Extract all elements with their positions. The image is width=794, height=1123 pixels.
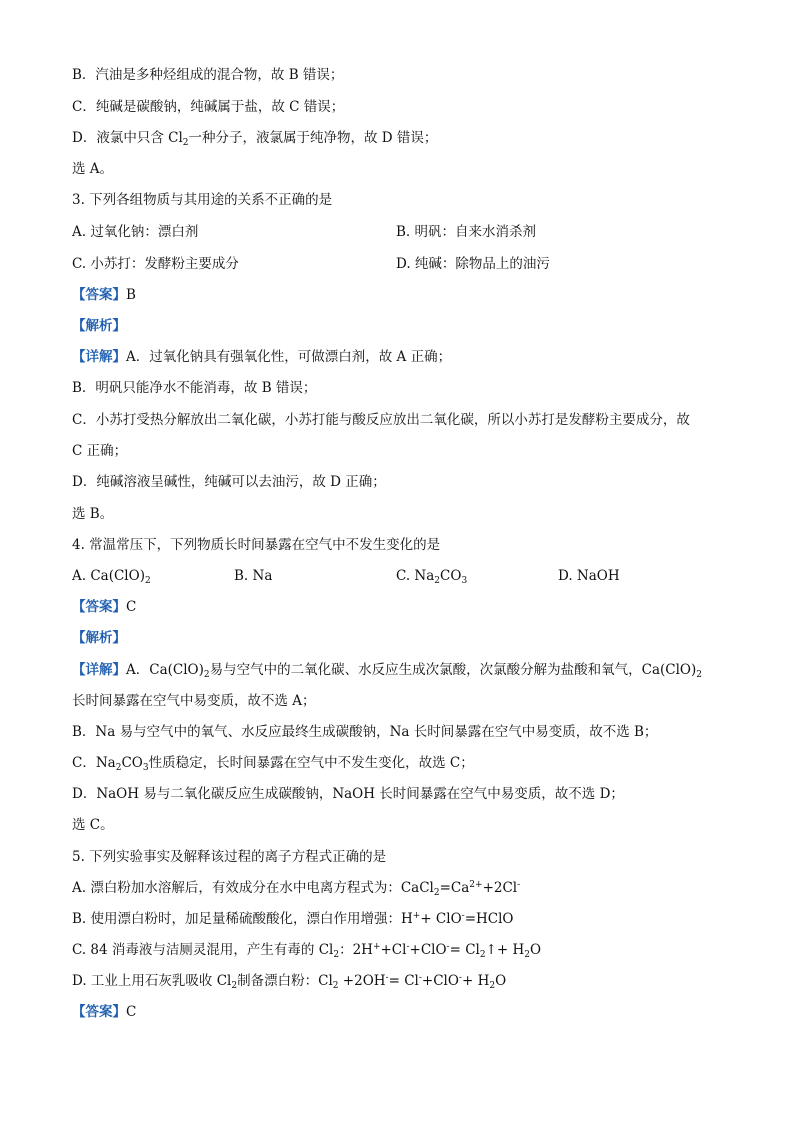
q3-option-d: D. 纯碱：除物品上的油污 xyxy=(396,256,550,272)
q4-stem: 4. 常温常压下，下列物质长时间暴露在空气中不发生变化的是 xyxy=(72,537,441,553)
q4-option-d: D. NaOH xyxy=(558,568,620,584)
q5-option-a: A. 漂白粉加水溶解后，有效成分在水中电离方程式为：$CaCl_2=Ca^{2+}+2Cl^-$ xyxy=(72,880,521,898)
q3-detail-c2: C 正确； xyxy=(72,443,128,459)
q3-option-b: B. 明矾：自来水消杀剂 xyxy=(396,224,537,240)
q4-answer: 【答案】C xyxy=(72,599,137,615)
q3-detail-c1: C．小苏打受热分解放出二氧化碳，小苏打能与酸反应放出二氧化碳，所以小苏打是发酵粉主要成分，故 xyxy=(72,412,690,428)
prev-option-c: C．纯碱是碳酸钠，纯碱属于盐，故 C 错误； xyxy=(72,99,345,115)
q4-detail-b: B．Na 易与空气中的氧气、水反应最终生成碳酸钠，Na 长时间暴露在空气中易变质，故不选 B； xyxy=(72,724,658,740)
q3-stem: 3. 下列各组物质与其用途的关系不正确的是 xyxy=(72,192,333,208)
q5-answer: 【答案】C xyxy=(72,1004,137,1020)
q4-option-c: C. $Na_2CO_3$ xyxy=(396,568,468,586)
q5-option-b: B. 使用漂白粉时，加足量稀硫酸酸化，漂白作用增强：H++ ClO-=HClO xyxy=(72,911,514,927)
prev-conclusion: 选 A。 xyxy=(72,161,114,177)
prev-option-b: B．汽油是多种烃组成的混合物，故 B 错误； xyxy=(72,67,344,83)
q3-conclusion: 选 B。 xyxy=(72,506,114,522)
q5-option-c: C. 84 消毒液与洁厕灵混用，产生有毒的 $Cl_2$：$2H^++Cl^-+ClO^-= Cl_2↑+ H_2O$ xyxy=(72,942,542,960)
q3-detail-d: D．纯碱溶液呈碱性，纯碱可以去油污，故 D 正确； xyxy=(72,474,386,490)
q5-option-d: D. 工业上用石灰乳吸收 $Cl_2$制备漂白粉：$Cl_2 +2OH^-= Cl^-+ClO^-+ H_2O$ xyxy=(72,973,507,991)
q4-detail-c: C．$Na_2CO_3$性质稳定，长时间暴露在空气中不发生变化，故选 C； xyxy=(72,755,474,773)
q4-option-a: A. $Ca(ClO)_2$ xyxy=(72,568,151,586)
q5-stem: 5. 下列实验事实及解释该过程的离子方程式正确的是 xyxy=(72,849,387,865)
q4-detail-d: D．NaOH 易与二氧化碳反应生成碳酸钠，NaOH 长时间暴露在空气中易变质，故不选 D； xyxy=(72,786,624,802)
q3-detail-a: 【详解】A．过氧化钠具有强氧化性，可做漂白剂，故 A 正确； xyxy=(72,349,452,365)
q3-detail-b: B．明矾只能净水不能消毒，故 B 错误； xyxy=(72,380,317,396)
q4-conclusion: 选 C。 xyxy=(72,817,114,833)
q3-answer: 【答案】B xyxy=(72,287,136,303)
q3-analysis-tag: 【解析】 xyxy=(72,318,126,334)
q3-option-a: A. 过氧化钠：漂白剂 xyxy=(72,224,199,240)
q4-option-b: B. Na xyxy=(234,568,273,584)
q4-detail-a2: 长时间暴露在空气中易变质，故不选 A； xyxy=(72,693,316,709)
q4-analysis-tag: 【解析】 xyxy=(72,630,126,646)
q3-option-c: C. 小苏打：发酵粉主要成分 xyxy=(72,256,239,272)
answer-tag: 【答案】 xyxy=(72,599,126,615)
q4-detail-a1: 【详解】A．$Ca(ClO)_2$易与空气中的二氧化碳、水反应生成次氯酸，次氯酸分解为盐酸和氧气，$Ca(ClO)_2$ xyxy=(72,662,702,680)
answer-tag: 【答案】 xyxy=(72,1004,126,1020)
answer-tag: 【答案】 xyxy=(72,287,126,303)
prev-option-d: D．液氯中只含 $Cl_2$一种分子，液氯属于纯净物，故 D 错误； xyxy=(72,130,438,148)
